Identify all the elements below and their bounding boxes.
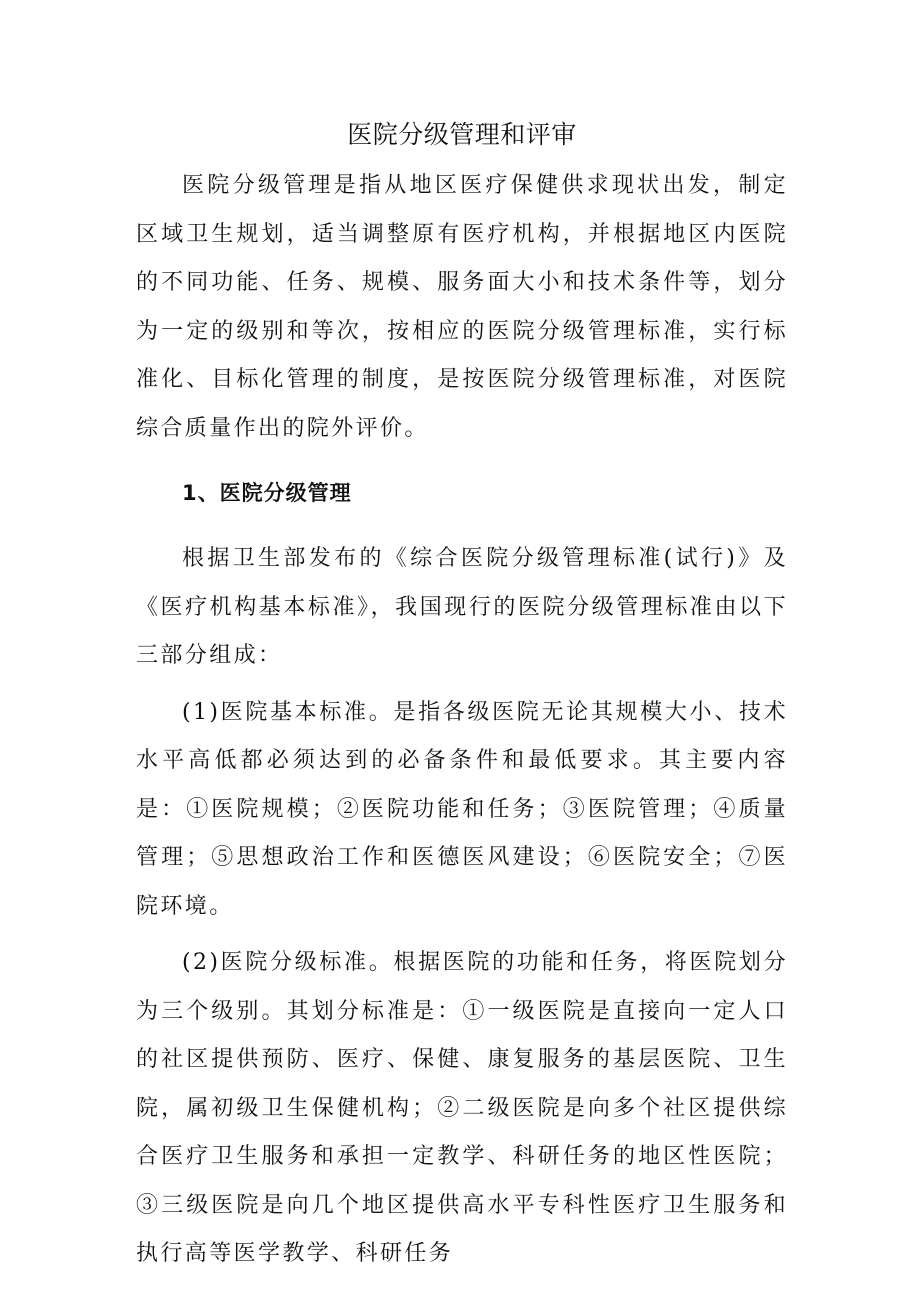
intro-paragraph: 医院分级管理是指从地区医疗保健供求现状出发，制定区域卫生规划，适当调整原有医疗机构，并根据地区内医院的不同功能、任务、规模、服务面大小和技术条件等，划分为一定的级别和等次，按相应的医院分级管理标准，实行标准化、目标化管理的制度，是按医院分级管理标准，对医院综合质量作出的院外评价。 <box>136 173 788 441</box>
section-intro-paragraph: 根据卫生部发布的《综合医院分级管理标准(试行)》及《医疗机构基本标准》，我国现行的医院分级管理标准由以下三部分组成： <box>136 546 788 668</box>
basic-standard-paragraph: (1)医院基本标准。是指各级医院无论其规模大小、技术水平高低都必须达到的必备条件和最低要求。其主要内容是：①医院规模；②医院功能和任务；③医院管理；④质量管理；⑤思想政治工作和医德医风建设；⑥医院安全；⑦医院环境。 <box>136 699 788 919</box>
document-title: 医院分级管理和评审 <box>347 120 577 149</box>
grading-standard-paragraph: (2)医院分级标准。根据医院的功能和任务，将医院划分为三个级别。其划分标准是：①一级医院是直接向一定人口的社区提供预防、医疗、保健、康复服务的基层医院、卫生院，属初级卫生保健机构；②二级医院是向多个社区提供综合医疗卫生服务和承担一定教学、科研任务的地区性医院；③三级医院是向几个地区提供高水平专科性医疗卫生服务和执行高等医学教学、科研任务 <box>136 950 788 1266</box>
section-heading: 1、医院分级管理 <box>182 481 352 505</box>
